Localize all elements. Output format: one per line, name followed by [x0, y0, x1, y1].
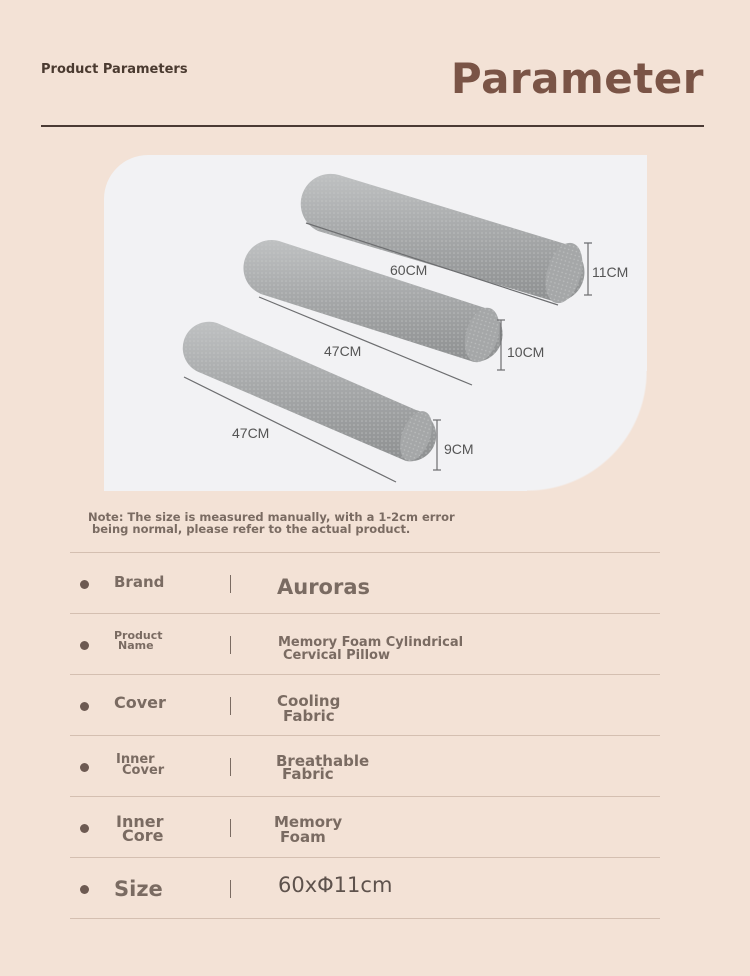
- dim-bottom-length: 47CM: [232, 425, 270, 441]
- param-value-line-1: Memory Foam Cylindrical: [278, 635, 464, 650]
- param-value-line-1: Breathable: [276, 752, 370, 770]
- param-row-product-name: [70, 613, 660, 674]
- param-label-line-1: Product: [114, 629, 163, 642]
- bullet-icon: [80, 763, 89, 772]
- header-divider: [41, 125, 704, 127]
- photo-corner-fade: [527, 371, 647, 491]
- param-row-brand: [70, 552, 660, 613]
- dim-top-diameter: 11CM: [592, 264, 629, 280]
- separator: [230, 880, 231, 898]
- param-value: [277, 694, 340, 724]
- separator: [230, 819, 231, 837]
- separator: [230, 697, 231, 715]
- param-label: [116, 812, 164, 845]
- param-row-inner-cover: [70, 735, 660, 796]
- param-label-line-2: Name: [118, 639, 154, 652]
- note-line-1: Note: The size is measured manually, with a 1-2cm error: [88, 510, 455, 524]
- param-label: [114, 631, 163, 651]
- param-label-line-1: Inner: [116, 752, 155, 767]
- product-photo: [104, 155, 647, 491]
- separator: [230, 758, 231, 776]
- param-row-cover: [70, 674, 660, 735]
- bullet-icon: [80, 641, 89, 650]
- param-value: [276, 752, 370, 783]
- parameter-table: [70, 552, 660, 919]
- note-line-2: being normal, please refer to the actual product.: [92, 522, 411, 536]
- param-label: Size: [114, 877, 163, 901]
- pillow-small: [183, 322, 438, 465]
- bullet-icon: [80, 580, 89, 589]
- bullet-icon: [80, 885, 89, 894]
- dim-top-length: 60CM: [390, 262, 428, 278]
- param-row-size: [70, 857, 660, 919]
- param-value: [274, 815, 342, 845]
- dim-bottom-diameter: 9CM: [444, 441, 474, 457]
- param-value: Auroras: [277, 575, 371, 599]
- param-label: Brand: [114, 573, 165, 591]
- bullet-icon: [80, 824, 89, 833]
- page-title: Parameter: [450, 54, 704, 103]
- param-label: [116, 754, 164, 776]
- separator: [230, 575, 231, 593]
- param-label-line-2: Core: [122, 826, 164, 845]
- param-value: 60xΦ11cm: [278, 873, 393, 897]
- dim-middle-diameter: 10CM: [507, 344, 545, 360]
- bullet-icon: [80, 702, 89, 711]
- param-value-line-1: Memory: [274, 813, 343, 831]
- param-label-line-2: Cover: [122, 763, 165, 778]
- page-subtitle: Product Parameters: [41, 62, 188, 77]
- param-value-line-2: Fabric: [282, 765, 334, 783]
- param-row-inner-core: [70, 796, 660, 857]
- param-value-line-2: Fabric: [283, 707, 335, 725]
- param-value-line-1: Cooling: [277, 692, 341, 710]
- dim-middle-length: 47CM: [324, 343, 362, 359]
- measurement-note: [88, 511, 508, 535]
- param-value-line-2: Foam: [280, 828, 326, 846]
- param-label: Cover: [114, 693, 166, 712]
- separator: [230, 636, 231, 654]
- param-label-line-1: Inner: [116, 812, 164, 831]
- param-value: [278, 636, 463, 662]
- param-value-line-2: Cervical Pillow: [283, 648, 390, 663]
